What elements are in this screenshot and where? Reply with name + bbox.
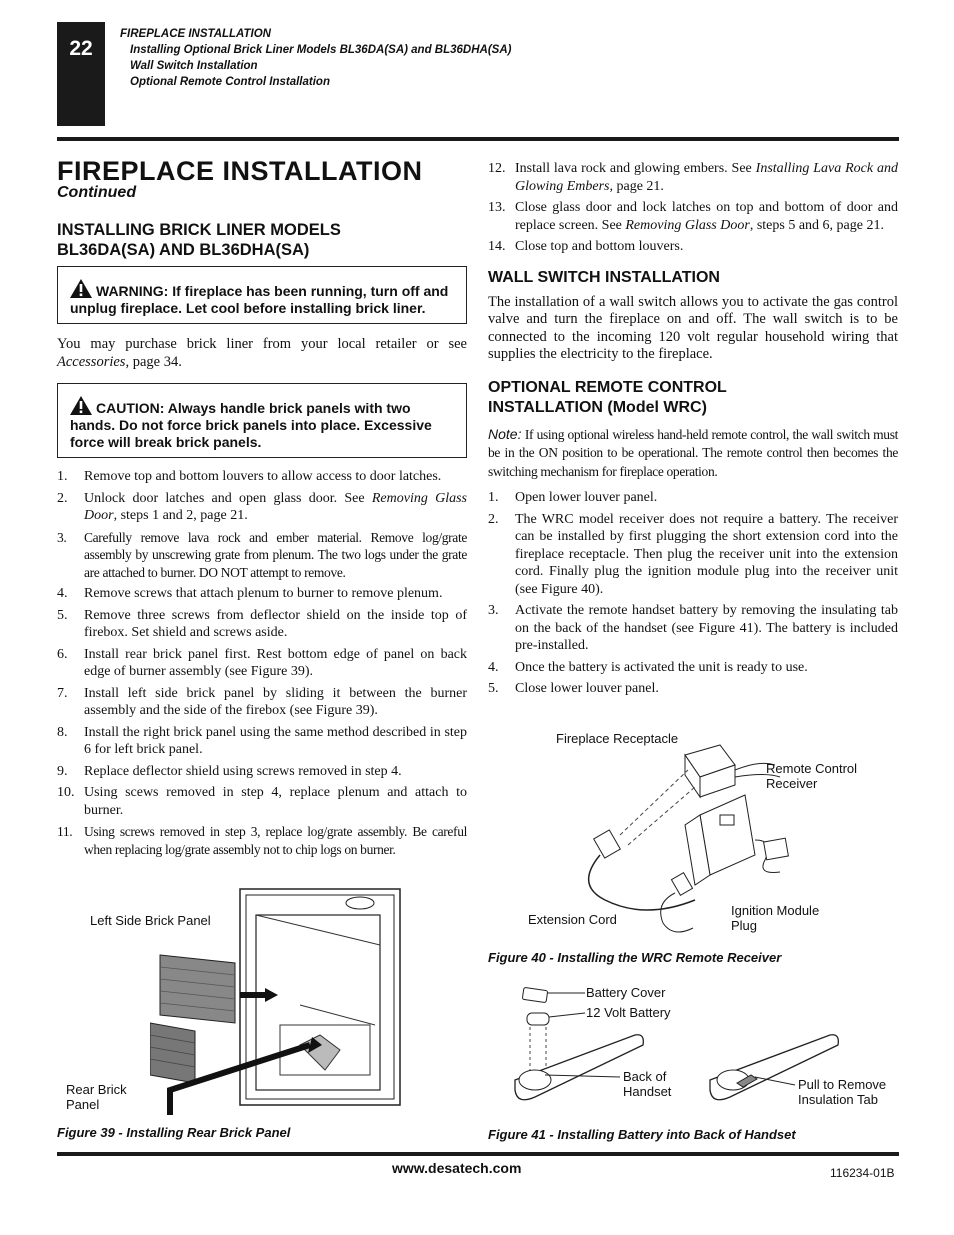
list-item [57, 646, 467, 681]
page-title: FIREPLACE INSTALLATION [57, 156, 423, 186]
step-text: Install left side brick panel by sliding it between the burner assembly and the side of the firebox (see Figure 39). [84, 685, 467, 718]
list-item [488, 602, 898, 655]
list-item [488, 160, 898, 195]
list-item [488, 238, 898, 256]
figure-41-caption: Figure 41 - Installing Battery into Back of Handset [488, 1127, 796, 1142]
step-text: Using screws removed in step 3, replace log/grate assembly. Be careful when replacing log/grate assembly not to chip logs on burner. [84, 824, 467, 857]
heading-line: INSTALLATION (Model WRC) [488, 398, 707, 416]
heading-line: BL36DA(SA) AND BL36DHA(SA) [57, 241, 310, 259]
step-text: Activate the remote handset battery by removing the insulating tab on the back of the handset (see Figure 41). The battery is included pre-installed. [515, 603, 898, 653]
note-text: If using optional wireless hand-held remote control, the wall switch must be in the ON position to be operational. The remote control then becomes the switching mechanism for fireplace operation. [488, 426, 898, 479]
figure-39-caption: Figure 39 - Installing Rear Brick Panel [57, 1125, 291, 1140]
step-text: Close lower louver panel. [515, 681, 659, 696]
intro-text: , page 34. [125, 353, 182, 370]
list-item [488, 659, 898, 677]
step-reference: Installing Lava Rock and Glowing Embers, [515, 161, 898, 194]
step-number: 11. [57, 824, 73, 839]
footer-rule [57, 1152, 899, 1156]
document-code: 116234-01B [830, 1166, 895, 1180]
step-text: Unlock door latches and open glass door. See [84, 490, 372, 506]
step-number: 7. [57, 685, 68, 701]
step-number: 3. [488, 603, 499, 618]
running-header [120, 26, 511, 90]
warning-box [57, 266, 467, 324]
step-reference: Removing Glass Door [625, 217, 750, 233]
brick-liner-steps [57, 468, 467, 858]
figure-41-illustration [505, 985, 845, 1120]
continued-label: Continued [57, 184, 137, 201]
running-header-line: Wall Switch Installation [130, 60, 258, 72]
caution-text: CAUTION: Always handle brick panels with two hands. Do not force brick panels into place. Excessive force will break brick panels. [70, 400, 432, 450]
running-header-line: Installing Optional Brick Liner Models BL36DA(SA) and BL36DHA(SA) [130, 44, 512, 56]
caution-box [57, 383, 467, 458]
list-item [57, 529, 467, 582]
step-text: Install lava rock and glowing embers. See [515, 161, 756, 176]
left-side-brick-panel-label: Left Side Brick Panel [90, 913, 211, 928]
step-number: 3. [57, 529, 67, 545]
footer-url: www.desatech.com [392, 1160, 522, 1176]
step-number: 12. [488, 161, 506, 176]
page-number: 22 [57, 22, 105, 126]
remote-control-receiver-label: Remote Control Receiver [766, 761, 858, 791]
step-text: Carefully remove lava rock and ember material. Remove log/grate assembly by unscrewing grate from plenum. The two logs under the grate are attached to burner. DO NOT attempt to remove. [84, 529, 467, 580]
step-text: Remove screws that attach plenum to burner to remove plenum. [84, 586, 443, 601]
step-text: Remove three screws from deflector shield on the inside top of firebox. Set shield and screws aside. [84, 607, 467, 640]
step-number: 4. [488, 659, 499, 675]
12-volt-battery-label: 12 Volt Battery [586, 1005, 671, 1020]
figure-40-caption: Figure 40 - Installing the WRC Remote Receiver [488, 950, 782, 965]
left-column [57, 155, 467, 862]
rear-brick-panel [150, 1023, 195, 1083]
left-side-brick-panel [160, 955, 235, 1023]
step-text: page 21. [613, 178, 664, 194]
heading-line: OPTIONAL REMOTE CONTROL [488, 378, 727, 396]
list-item [57, 763, 467, 781]
step-number: 14. [488, 239, 506, 254]
wall-switch-paragraph: The installation of a wall switch allows you to activate the gas control valve and turn the fireplace on and off. The wall switch is to be connected to the incoming 120 volt regular household wiring that supplies the electricity to the fireplace. [488, 293, 898, 362]
battery-cover [522, 987, 547, 1002]
step-number: 8. [57, 724, 68, 740]
step-number: 5. [488, 681, 499, 696]
note-paragraph [488, 426, 898, 482]
ignition-module-plug-label: Ignition Module Plug [731, 903, 820, 933]
pull-tab-label: Pull to Remove Insulation Tab [798, 1077, 887, 1107]
running-header-line: FIREPLACE INSTALLATION [120, 28, 271, 40]
warning-icon [70, 396, 92, 415]
running-header-line: Optional Remote Control Installation [130, 76, 330, 88]
step-number: 4. [57, 586, 68, 601]
list-item [488, 680, 898, 698]
step-text: Remove top and bottom louvers to allow access to door latches. [84, 469, 442, 484]
right-column [488, 160, 898, 702]
brick-liner-steps-continued [488, 160, 898, 256]
step-reference: Removing Glass Door [84, 490, 467, 523]
battery-cover-label: Battery Cover [586, 985, 666, 1000]
step-text: Open lower louver panel. [515, 490, 658, 505]
step-number: 2. [488, 511, 499, 527]
step-text: Once the battery is activated the unit is ready to use. [515, 659, 808, 675]
extension-cord-label: Extension Cord [528, 912, 617, 927]
list-item [488, 199, 898, 234]
step-number: 6. [57, 646, 68, 662]
step-text: Close top and bottom louvers. [515, 239, 684, 254]
step-text: Using scews removed in step 4, replace plenum and attach to burner. [84, 785, 467, 818]
remote-control-heading [488, 378, 898, 418]
step-number: 13. [488, 200, 506, 215]
warning-text: WARNING: If fireplace has been running, turn off and unplug fireplace. Let cool before installing brick liner. [70, 283, 449, 316]
ignition-module-plug [671, 873, 692, 896]
rear-brick-panel-label: Rear Brick Panel [66, 1082, 127, 1112]
list-item [57, 607, 467, 642]
step-text: Close glass door and lock latches on top and bottom of door and replace screen. See [515, 200, 898, 233]
list-item [57, 468, 467, 486]
brick-liner-heading [57, 220, 467, 260]
step-number: 2. [57, 490, 68, 506]
step-number: 1. [57, 469, 68, 484]
list-item [57, 724, 467, 759]
accessories-reference: Accessories [57, 353, 126, 370]
step-text: Install the right brick panel using the same method described in step 6 for left brick panel. [84, 724, 467, 757]
wall-switch-heading: WALL SWITCH INSTALLATION [488, 268, 720, 286]
list-item [57, 823, 467, 858]
step-number: 5. [57, 607, 68, 623]
back-of-handset-label: Back of Handset [623, 1069, 672, 1099]
list-item [57, 784, 467, 819]
step-text: , steps 1 and 2, page 21. [113, 508, 248, 523]
list-item [57, 585, 467, 603]
note-label: Note: [488, 425, 522, 442]
fireplace-receptacle-label: Fireplace Receptacle [556, 731, 679, 746]
step-text: , steps 5 and 6, page 21. [749, 217, 884, 233]
step-number: 1. [488, 490, 499, 505]
list-item [57, 490, 467, 525]
step-text: The WRC model receiver does not require a battery. The receiver can be installed by first plugging the short extension cord into the fireplace receptacle. Then plug the receiver unit into the extension cord. Finally plug the ignition module plug into the receiver unit (see Figure 40). [515, 511, 898, 597]
heading-line: INSTALLING BRICK LINER MODELS [57, 221, 341, 239]
step-number: 10. [57, 785, 75, 800]
list-item [488, 511, 898, 599]
list-item [488, 489, 898, 507]
intro-text: You may purchase brick liner from your local retailer or see [57, 336, 467, 352]
list-item [57, 685, 467, 720]
step-number: 9. [57, 763, 68, 779]
remote-control-steps [488, 489, 898, 698]
extension-cord-plug [594, 830, 621, 858]
step-text: Replace deflector shield using screws removed in step 4. [84, 763, 402, 779]
step-text: Install rear brick panel first. Rest bottom edge of panel on back edge of burner assembly (see Figure 39). [84, 646, 467, 679]
header-rule [57, 137, 899, 141]
warning-icon [70, 279, 92, 298]
12-volt-battery [527, 1013, 549, 1025]
intro-paragraph [57, 336, 467, 371]
